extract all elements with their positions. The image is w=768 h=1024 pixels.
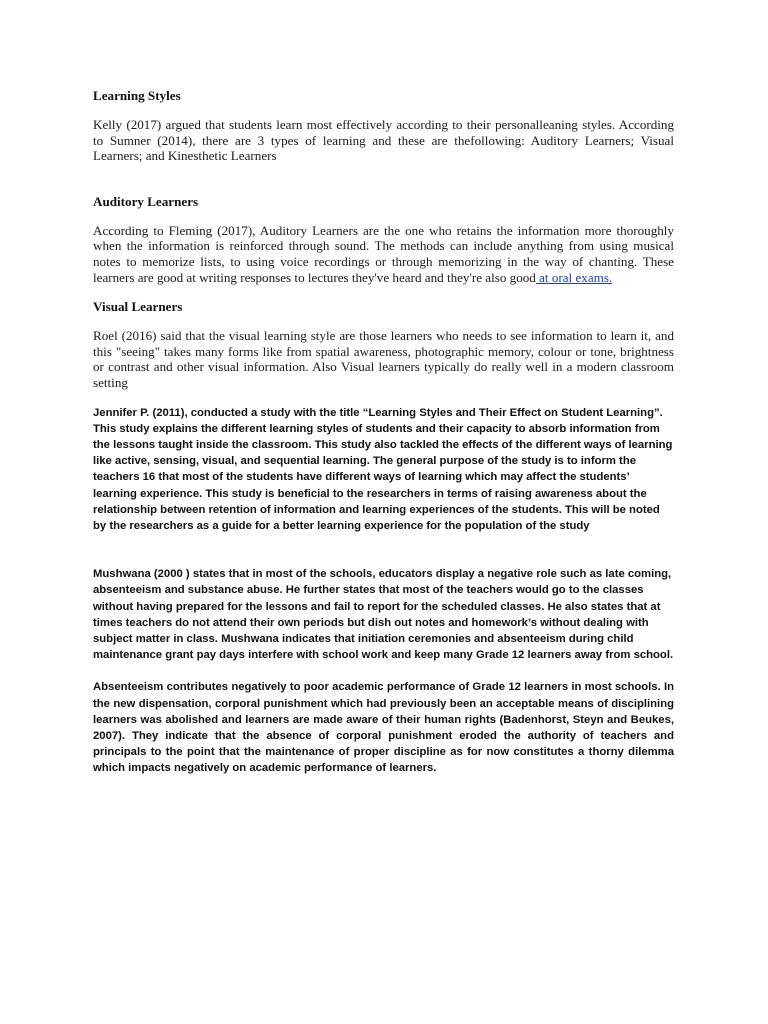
paragraph-visual-learners: Roel (2016) said that the visual learning style are those learners who needs to see information to learn it, and this "seeing" takes many forms like from spatial awareness, photographic memory, colour or tone, brightness or contrast and other visual information. Also Visual learners typically do really well in a modern classroom setting	[93, 328, 674, 390]
document-page	[93, 86, 674, 777]
heading-learning-styles: Learning Styles	[93, 88, 181, 103]
oral-exams-link[interactable]: at oral exams.	[535, 269, 613, 285]
paragraph-mushwana: Mushwana (2000 ) states that in most of the schools, educators display a negative role such as late coming, absenteeism and substance abuse. He further states that most of the teachers would go to the classes without having prepared for the lessons and fail to report for the scheduled classes. He also states that at times teachers do not attend their own periods but dish out notes and homework’s without dealing with subject matter in class. Mushwana indicates that initiation ceremonies and absenteeism during child maintenance grant pay days interfere with school work and keep many Grade 12 learners away from school.	[93, 568, 674, 662]
paragraph-auditory-text: According to Fleming (2017), Auditory Learners are the one who retains the information more thoroughly when the information is reinforced through sound. The methods can include anything from using musical notes to memorize lists, to using voice recordings or through memorizing in the way of chanting. These learners are good at writing responses to lectures they've heard and they're also good	[93, 222, 674, 285]
paragraph-auditory-learners	[93, 223, 674, 285]
heading-visual-learners: Visual Learners	[93, 299, 183, 315]
heading-auditory-learners: Auditory Learners	[93, 193, 199, 209]
paragraph-learning-styles: Kelly (2017) argued that students learn most effectively according to their personalleaning styles. According to Sumner (2014), there are 3 types of learning and these are thefollowing: Auditory Learners; Visual Learners; and Kinesthetic Learners	[93, 117, 674, 164]
paragraph-absenteeism: Absenteeism contributes negatively to poor academic performance of Grade 12 learners in most schools. In the new dispensation, corporal punishment which had previously been an acceptable means of disciplining learners was abolished and learners are made aware of their human rights (Badenhorst, Steyn and Beukes, 2007). They indicate that the absence of corporal punishment eroded the authority of teachers and principals to the point that the maintenance of proper discipline as for now constitutes a thorny dilemma which impacts negatively on academic performance of learners.	[93, 681, 674, 775]
paragraph-jennifer-study: Jennifer P. (2011), conducted a study with the title “Learning Styles and Their Effect on Student Learning”. This study explains the different learning styles of students and their capacity to absorb information from the lessons taught inside the classroom. This study also tackled the effects of the different ways of learning like active, sensing, visual, and sequential learning. The general purpose of the study is to inform the teachers 16 that most of the students have different ways of learning which may affect the students’ learning experience. This study is beneficial to the researchers in terms of raising awareness about the relationship between retention of information and learning experiences of the students. This will be noted by the researchers as a guide for a better learning experience for the population of the study	[93, 406, 673, 532]
